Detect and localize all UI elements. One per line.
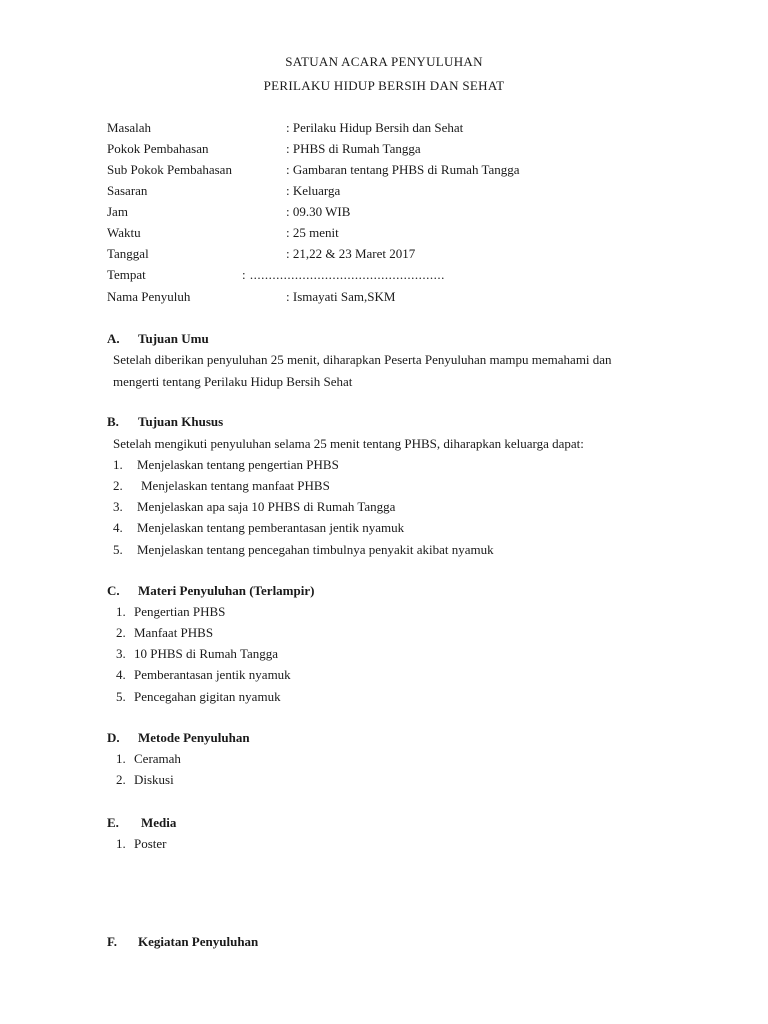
info-label: Masalah [107,120,152,135]
info-label: Jam [107,204,128,219]
section-heading: Media [141,815,177,830]
info-label: Pokok Pembahasan [107,141,209,156]
info-value: : PHBS di Rumah Tangga [286,141,421,156]
list-number: 4. [116,667,126,682]
list-item: 10 PHBS di Rumah Tangga [134,646,279,661]
section-letter: A. [107,331,120,346]
list-item: Diskusi [134,772,174,787]
section-letter: B. [107,414,119,429]
info-value: : 09.30 WIB [286,204,351,219]
paragraph-line: Setelah diberikan penyuluhan 25 menit, diharapkan Peserta Penyuluhan mampu memahami dan [113,352,612,367]
list-number: 3. [113,499,123,514]
info-value: : 25 menit [286,225,339,240]
list-item: Pengertian PHBS [134,604,226,619]
section-heading: Materi Penyuluhan (Terlampir) [138,583,315,598]
info-value: : .................................................... [242,267,445,282]
info-label: Nama Penyuluh [107,289,191,304]
info-label: Tanggal [107,246,149,261]
doc-title-line1: SATUAN ACARA PENYULUHAN [285,54,483,69]
list-number: 2. [116,625,126,640]
list-item: Pencegahan gigitan nyamuk [134,689,281,704]
section-letter: E. [107,815,119,830]
info-value: : Gambaran tentang PHBS di Rumah Tangga [286,162,520,177]
info-label: Sasaran [107,183,148,198]
list-number: 5. [113,542,123,557]
list-item: Menjelaskan tentang pemberantasan jentik nyamuk [137,520,405,535]
paragraph-line: Setelah mengikuti penyuluhan selama 25 menit tentang PHBS, diharapkan keluarga dapat: [113,436,584,451]
list-number: 1. [113,457,123,472]
list-item: Pemberantasan jentik nyamuk [134,667,291,682]
list-item: Manfaat PHBS [134,625,214,640]
list-number: 1. [116,751,126,766]
section-letter: C. [107,583,120,598]
list-number: 2. [116,772,126,787]
list-item: Poster [134,836,167,851]
list-number: 1. [116,836,126,851]
info-label: Waktu [107,225,141,240]
list-item: Menjelaskan apa saja 10 PHBS di Rumah Tangga [137,499,396,514]
info-value: : 21,22 & 23 Maret 2017 [286,246,416,261]
list-item: Menjelaskan tentang pencegahan timbulnya penyakit akibat nyamuk [137,542,494,557]
section-heading: Tujuan Khusus [138,414,224,429]
info-label: Sub Pokok Pembahasan [107,162,232,177]
list-item: Menjelaskan tentang pengertian PHBS [137,457,339,472]
section-heading: Tujuan Umu [138,331,209,346]
info-value: : Perilaku Hidup Bersih dan Sehat [286,120,464,135]
section-letter: F. [107,934,117,949]
info-label: Tempat [107,267,146,282]
section-letter: D. [107,730,120,745]
doc-title-line2: PERILAKU HIDUP BERSIH DAN SEHAT [263,78,505,93]
list-number: 5. [116,689,126,704]
list-number: 4. [113,520,123,535]
info-value: : Keluarga [286,183,341,198]
list-number: 1. [116,604,126,619]
list-number: 2. [113,478,123,493]
paragraph-line: mengerti tentang Perilaku Hidup Bersih Sehat [113,374,353,389]
section-heading: Kegiatan Penyuluhan [138,934,259,949]
list-number: 3. [116,646,126,661]
list-item: Menjelaskan tentang manfaat PHBS [141,478,330,493]
section-heading: Metode Penyuluhan [138,730,250,745]
list-item: Ceramah [134,751,181,766]
info-value: : Ismayati Sam,SKM [286,289,396,304]
